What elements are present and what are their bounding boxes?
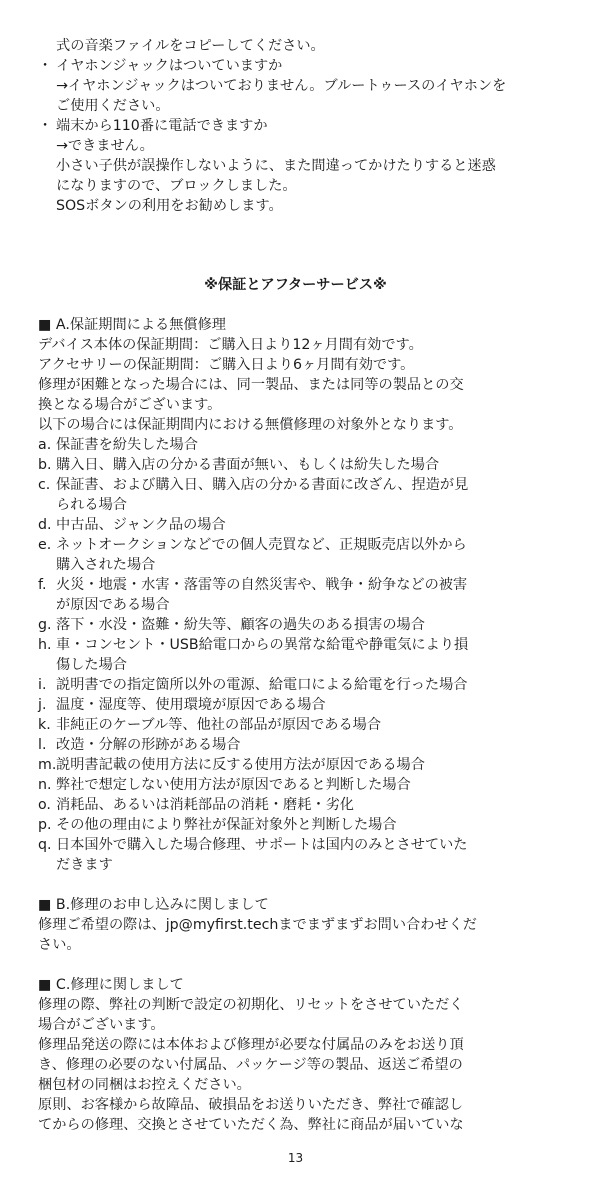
section-b-heading: ■ B.修理のお申し込みに関しまして [38, 897, 269, 913]
exclusion-item [38, 635, 558, 675]
section-c-line: 場合がございます。 [38, 1017, 165, 1033]
exclusion-line: 傷した場合 [56, 657, 127, 673]
exclusion-list [38, 435, 558, 875]
exclusion-line: 非純正のケーブル等、他社の部品が原因である場合 [56, 717, 382, 733]
faq-answer-line: 小さい子供が誤操作しないように、また間違ってかけたりすると迷惑 [56, 158, 496, 174]
exclusion-text [38, 835, 558, 875]
bullet-marker: ・ [38, 58, 53, 74]
section-a-body [38, 335, 558, 435]
section-b-body [38, 915, 558, 955]
exclusion-item [38, 695, 558, 715]
faq-list [38, 56, 558, 216]
exclusion-marker: n. [38, 777, 52, 793]
exclusion-item [38, 475, 558, 515]
exclusion-text [38, 575, 558, 615]
exclusion-line: 改造・分解の形跡がある場合 [56, 737, 241, 753]
exclusion-line: られる場合 [56, 497, 127, 513]
exclusion-item [38, 755, 558, 775]
section-c-body [38, 995, 558, 1135]
exclusion-text [38, 535, 558, 575]
exclusion-text [38, 775, 558, 795]
exclusion-item [38, 435, 558, 455]
section-a-line: 修理が困難となった場合には、同一製品、または同等の製品との交 [38, 377, 464, 393]
exclusion-text [38, 475, 558, 515]
exclusion-line: 保証書を紛失した場合 [56, 437, 198, 453]
section-c-heading: ■ C.修理に関しまして [38, 977, 184, 993]
exclusion-item [38, 535, 558, 575]
section-c-line: 梱包材の同梱はお控えください。 [38, 1077, 251, 1093]
exclusion-item [38, 615, 558, 635]
exclusion-line: 弊社で想定しない使用方法が原因であると判断した場合 [56, 777, 411, 793]
exclusion-line: 説明書記載の使用方法に反する使用方法が原因である場合 [56, 757, 425, 773]
section-c-line: 修理品発送の際には本体および修理が必要な付属品のみをお送り頂 [38, 1037, 464, 1053]
exclusion-line: 火災・地震・水害・落雷等の自然災害や、戦争・紛争などの被害 [56, 577, 468, 593]
exclusion-line: ネットオークションなどでの個人売買など、正規販売店以外から [56, 537, 467, 553]
faq-intro-continuation: 式の音楽ファイルをコピーしてください。 [56, 38, 325, 54]
exclusion-text [38, 735, 558, 755]
faq-section [38, 36, 558, 216]
section-c-line: 原則、お客様から故障品、破損品をお送りいただき、弊社で確認し [38, 1097, 464, 1113]
section-a-line: アクセサリーの保証期間：ご購入日より6ヶ月間有効です。 [38, 357, 415, 373]
exclusion-marker: q. [38, 837, 52, 853]
section-c-line: 修理の際、弊社の判断で設定の初期化、リセットをさせていただく [38, 997, 464, 1013]
section-b-line: 修理ご希望の際は、jp@myfirst.techまでまずまずお問い合わせくだ [38, 917, 477, 933]
exclusion-item [38, 455, 558, 475]
exclusion-item [38, 795, 558, 815]
section-a-line: 換となる場合がございます。 [38, 397, 222, 413]
section-b-line: さい。 [38, 937, 81, 953]
faq-answer-line: になりますので、ブロックしました。 [56, 178, 297, 194]
exclusion-marker: k. [38, 717, 51, 733]
exclusion-text [38, 755, 558, 775]
exclusion-line: 落下・水没・盗難・紛失等、顧客の過失のある損害の場合 [56, 617, 425, 633]
exclusion-line: 日本国外で購入した場合修理、サポートは国内のみとさせていた [56, 837, 468, 853]
exclusion-item [38, 515, 558, 535]
exclusion-marker: p. [38, 817, 52, 833]
faq-item-body [38, 56, 558, 116]
exclusion-line: が原因である場合 [56, 597, 170, 613]
section-c-line: てからの修理、交換とさせていただく為、弊社に商品が届いていな [38, 1117, 464, 1133]
exclusion-item [38, 675, 558, 695]
faq-answer-line: SOSボタンの利用をお勧めします。 [56, 198, 283, 214]
exclusion-text [38, 695, 558, 715]
section-b [38, 895, 558, 955]
faq-item-body [38, 116, 558, 216]
exclusion-marker: h. [38, 637, 52, 653]
faq-question: イヤホンジャックはついていますか [56, 58, 283, 74]
exclusion-text [38, 515, 558, 535]
exclusion-marker: e. [38, 537, 52, 553]
section-a [38, 315, 558, 875]
exclusion-marker: m. [38, 757, 57, 773]
exclusion-marker: j. [38, 697, 47, 713]
exclusion-text [38, 715, 558, 735]
exclusion-marker: d. [38, 517, 52, 533]
section-c [38, 975, 558, 1135]
exclusion-line: 車・コンセント・USB給電口からの異常な給電や静電気により損 [56, 637, 469, 653]
exclusion-line: 中古品、ジャンク品の場合 [56, 517, 226, 533]
exclusion-text [38, 435, 558, 455]
section-a-heading: ■ A.保証期間による無償修理 [38, 317, 226, 333]
exclusion-marker: g. [38, 617, 52, 633]
faq-item [38, 116, 558, 216]
exclusion-text [38, 455, 558, 475]
exclusion-line: だきます [56, 857, 113, 873]
exclusion-line: 購入日、購入店の分かる書面が無い、もしくは紛失した場合 [56, 457, 440, 473]
exclusion-item [38, 775, 558, 795]
faq-answer-line: →できません。 [56, 138, 154, 154]
exclusion-line: その他の理由により弊社が保証対象外と判断した場合 [56, 817, 397, 833]
exclusion-text [38, 635, 558, 675]
bullet-marker: ・ [38, 118, 53, 134]
exclusion-line: 購入された場合 [56, 557, 156, 573]
exclusion-item [38, 835, 558, 875]
exclusion-text [38, 615, 558, 635]
exclusion-item [38, 715, 558, 735]
exclusion-marker: c. [38, 477, 51, 493]
exclusion-line: 消耗品、あるいは消耗部品の消耗・磨耗・劣化 [56, 797, 354, 813]
section-a-line: 以下の場合には保証期間内における無償修理の対象外となります。 [38, 417, 463, 433]
exclusion-marker: o. [38, 797, 51, 813]
exclusion-item [38, 815, 558, 835]
exclusion-text [38, 795, 558, 815]
section-c-line: き、修理の必要のない付属品、パッケージ等の製品、返送ご希望の [38, 1057, 463, 1073]
exclusion-marker: f. [38, 577, 47, 593]
exclusion-marker: b. [38, 457, 52, 473]
exclusion-marker: i. [38, 677, 47, 693]
exclusion-text [38, 815, 558, 835]
faq-answer-line: →イヤホンジャックはついておりません。ブルートゥースのイヤホンを [56, 78, 507, 94]
exclusion-text [38, 675, 558, 695]
faq-item [38, 56, 558, 116]
exclusion-line: 温度・湿度等、使用環境が原因である場合 [56, 697, 326, 713]
exclusion-item [38, 735, 558, 755]
exclusion-line: 保証書、および購入日、購入店の分かる書面に改ざん、捏造が見 [56, 477, 469, 493]
page-number: 13 [287, 1151, 304, 1165]
exclusion-marker: l. [38, 737, 47, 753]
faq-question: 端末から110番に電話できますか [56, 118, 268, 134]
faq-answer-line: ご使用ください。 [56, 98, 170, 114]
warranty-title: ※保証とアフターサービス※ [204, 277, 387, 293]
exclusion-line: 説明書での指定箇所以外の電源、給電口による給電を行った場合 [56, 677, 468, 693]
exclusion-marker: a. [38, 437, 52, 453]
section-a-line: デバイス本体の保証期間：ご購入日より12ヶ月間有効です。 [38, 337, 423, 353]
exclusion-item [38, 575, 558, 615]
